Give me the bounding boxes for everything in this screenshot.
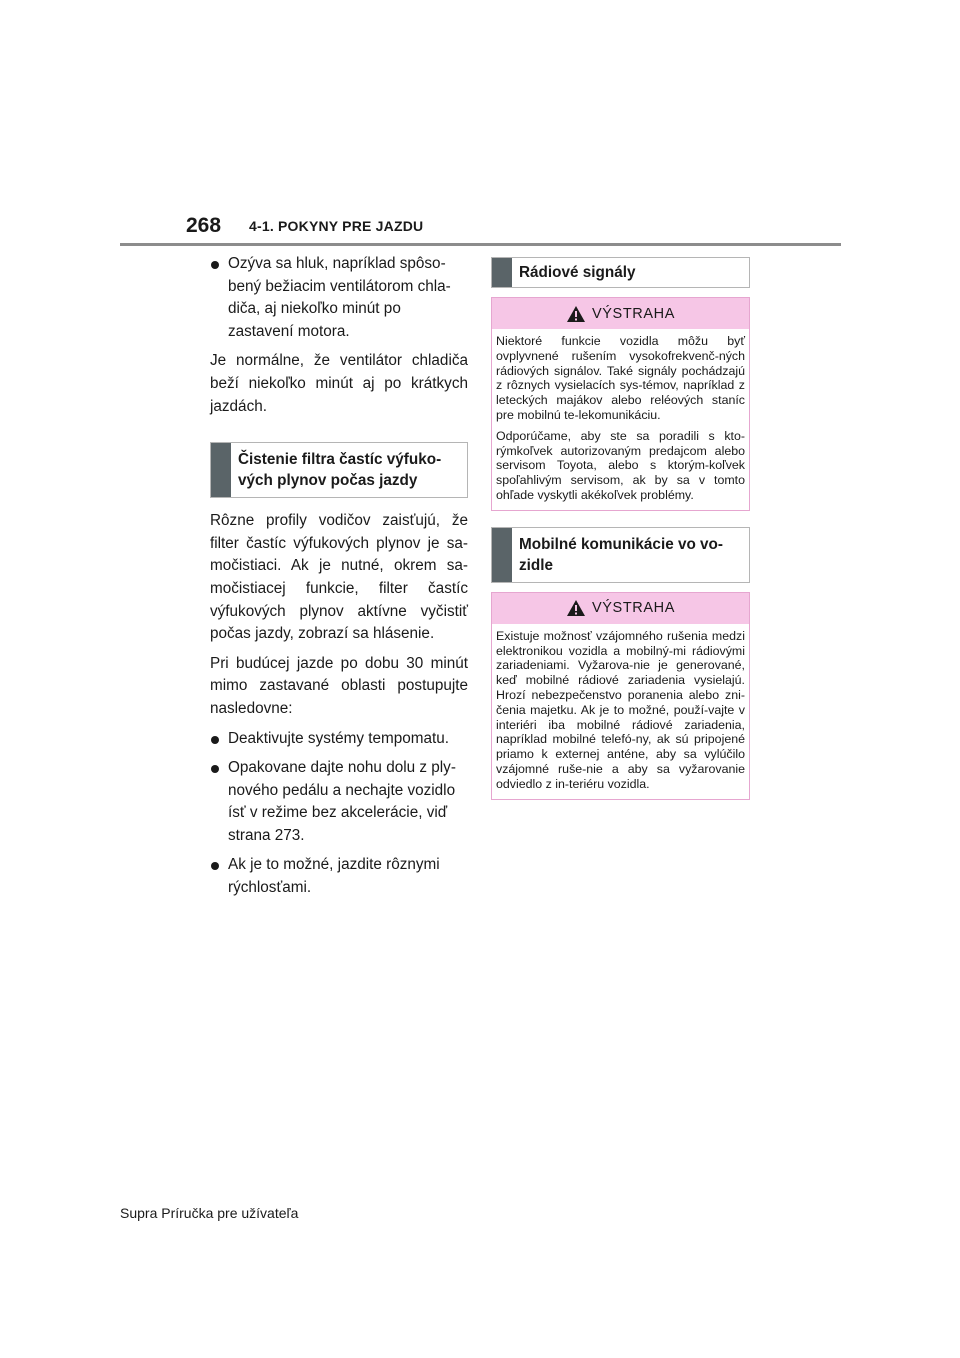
warning-triangle-icon — [566, 305, 586, 323]
bullet-icon — [211, 261, 219, 269]
warning-triangle-icon — [566, 599, 586, 617]
section-heading — [491, 257, 750, 288]
section-heading — [491, 527, 750, 583]
bullet-text: Ozýva sa hluk, napríklad spôso-bený bežiacim ventilátorom chla-diča, aj niekoľko minút po zastavení motora. — [228, 255, 451, 340]
header-rule — [120, 243, 841, 246]
heading-bar — [211, 443, 231, 497]
left-column — [210, 253, 468, 907]
warning-box — [491, 297, 750, 511]
bullet-icon — [211, 765, 219, 773]
paragraph: Je normálne, že ventilátor chladiča beží niekoľko minút aj po krátkych jazdách. — [210, 352, 468, 415]
list-item — [210, 757, 468, 847]
warning-box — [491, 592, 750, 800]
warning-text: Niektoré funkcie vozidla môžu byť ovplyvnené rušením vysokofrekvenč-ných rádiových signálov. Také signály pochádzajú z rôznych vysielacích sys-témov, napríklad z leteckých majákov alebo reléových staníc pre mobilnú te-lekomunikáciu. — [496, 334, 745, 422]
list-item — [210, 253, 468, 343]
section-heading — [210, 442, 468, 498]
bullet-text: Deaktivujte systémy tempomatu. — [228, 729, 450, 747]
warning-text: Odporúčame, aby ste sa poradili s kto-rýmkoľvek autorizovaným predajcom alebo servisom Toyota, alebo s ktorým-koľvek spoľahlivým servisom, ak by sa v tomto ohľade vyskytli akékoľvek problémy. — [496, 428, 745, 502]
footer-text: Supra Príručka pre užívateľa — [120, 1205, 299, 1221]
list-item — [210, 854, 468, 899]
section-heading-text: Rádiové signály — [519, 264, 636, 281]
warning-label: VÝSTRAHA — [592, 600, 675, 617]
warning-header — [492, 298, 749, 329]
bullet-icon — [211, 736, 219, 744]
warning-label: VÝSTRAHA — [592, 305, 675, 322]
warning-text: Existuje možnosť vzájomného rušenia medzi elektronikou vozidla a mobilný-mi rádiovými zariadeniami. Vyžarova-nie je generované, keď mobilné rádiové zariadenia vysielajú. Hrozí nebezpečenstvo poranenia alebo zni-čenia majetku. Ak je to možné, použí-vajte v interiéri iba mobilné rádiové zariadenia, napríklad mobilné telefó-ny, ak sú pripojené priamo k externej anténe, aby sa vylúčilo vzájomné ruše-nie a aby sa vyžarovanie odviedlo z in-teriéru vozidla. — [496, 628, 745, 791]
paragraph: Rôzne profily vodičov zaisťujú, že filter častíc výfukových plynov je sa-močistiaci. Ak je nutné, okrem sa-močistiacej funkcie, filter častíc výfukových plynov aktívne vyčistiť počas jazdy, zobrazí sa hlásenie. — [210, 512, 468, 643]
section-title: 4-1. POKYNY PRE JAZDU — [249, 218, 424, 234]
bullet-text: Ak je to možné, jazdite rôznymi rýchlosťami. — [228, 856, 440, 897]
bullet-icon — [211, 862, 219, 870]
warning-body — [492, 624, 749, 799]
heading-bar — [492, 528, 512, 582]
paragraph: Pri budúcej jazde po dobu 30 minút mimo zastavané oblasti postupujte nasledovne: — [210, 654, 468, 717]
warning-body — [492, 329, 749, 510]
heading-bar — [492, 258, 512, 287]
section-heading-text: Mobilné komunikácie vo vo-zidle — [519, 535, 723, 574]
warning-header — [492, 593, 749, 624]
right-column — [491, 257, 750, 800]
list-item — [210, 728, 468, 751]
section-heading-text: Čistenie filtra častíc výfuko-vých plynov počas jazdy — [238, 451, 442, 490]
bullet-text: Opakovane dajte nohu dolu z ply-nového pedálu a nechajte vozidlo ísť v režime bez akcelerácie, viď strana 273. — [228, 759, 456, 844]
page-number: 268 — [186, 214, 222, 237]
